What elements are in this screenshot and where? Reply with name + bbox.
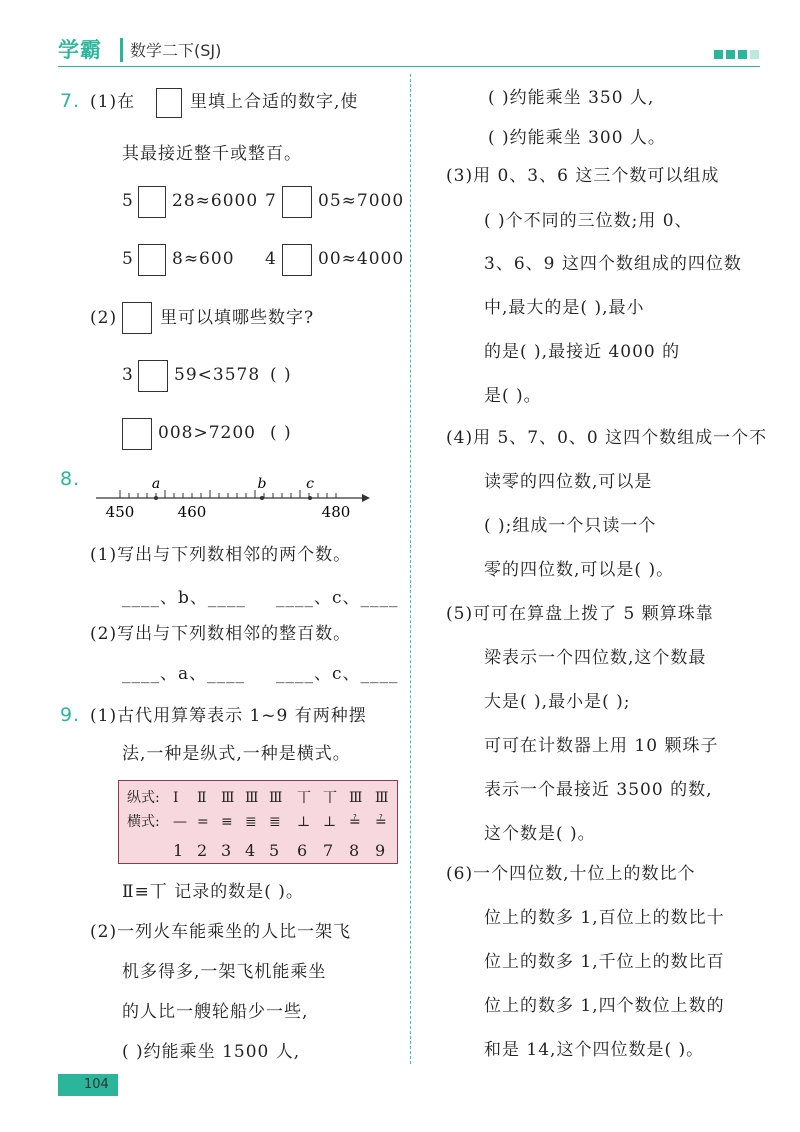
number-line-arrow xyxy=(362,494,370,502)
rod-vertical: 丅 xyxy=(323,790,337,806)
rod-digit: 1 xyxy=(173,841,184,860)
rod-horizontal: ≟ xyxy=(349,814,361,830)
counting-rods-table xyxy=(118,780,398,864)
q7-row: 59<3578 xyxy=(174,365,261,385)
q6-text: 位上的数多 1,百位上的数比十 xyxy=(484,908,725,928)
point-a-dot xyxy=(154,496,158,500)
q6-text: 位上的数多 1,四个数位上数的 xyxy=(484,996,725,1016)
q7-expr: 5 xyxy=(122,249,134,269)
rod-horizontal: ⊥ xyxy=(323,814,337,830)
q7-expr: 4 xyxy=(265,249,277,269)
q4-text: (4)用 5、7、0、0 这四个数组成一个不 xyxy=(446,428,768,448)
q5-text: 表示一个最接近 3500 的数, xyxy=(484,780,713,800)
q8-part1: (1)写出与下列数相邻的两个数。 xyxy=(90,545,352,565)
q7-expr: 7 xyxy=(265,191,277,211)
rod-vertical: Ⅱ xyxy=(197,790,207,806)
q7-part2-text: 里可以填哪些数字? xyxy=(160,308,315,328)
page-number: 104 xyxy=(84,1077,109,1092)
row-label-horizontal: 横式: xyxy=(127,814,160,830)
answer-box[interactable] xyxy=(156,88,182,118)
rod-digit: 9 xyxy=(375,841,386,860)
rod-digit: 7 xyxy=(323,841,334,860)
q5-text: 大是( ),最小是( ); xyxy=(484,692,631,712)
rod-digit: 2 xyxy=(197,841,208,860)
q3-text: 3、6、9 这四个数组成的四位数 xyxy=(484,254,742,274)
answer-box[interactable] xyxy=(282,186,312,218)
rod-horizontal: ⊥ xyxy=(297,814,311,830)
rod-vertical: 丅 xyxy=(297,790,311,806)
rod-horizontal: ≣ xyxy=(245,814,257,830)
header-square xyxy=(750,50,759,59)
q7-part1-text: 其最接近整千或整百。 xyxy=(122,144,302,164)
rod-digit: 4 xyxy=(245,841,256,860)
tick-label-450: 450 xyxy=(105,503,135,520)
q3-text: (3)用 0、3、6 这三个数可以组成 xyxy=(446,166,720,186)
answer-box[interactable] xyxy=(138,244,166,276)
answer-box[interactable] xyxy=(138,360,168,392)
q5-text: 这个数是( )。 xyxy=(484,824,596,844)
q7-part1-text: (1)在 xyxy=(90,92,136,112)
answer-box[interactable] xyxy=(138,186,166,218)
q9-part1: (1)古代用算筹表示 1~9 有两种摆 xyxy=(90,706,367,726)
rod-horizontal: ≟ xyxy=(375,814,387,830)
q7-expr: 28≈6000 xyxy=(172,191,259,211)
point-b-dot xyxy=(260,496,264,500)
header-square xyxy=(714,50,723,59)
book-title: 数学二下(SJ) xyxy=(130,41,222,60)
row-label-vertical: 纵式: xyxy=(127,790,160,806)
q9-part2: (2)一列火车能乘坐的人比一架飞 xyxy=(90,922,352,942)
q7-expr: 5 xyxy=(122,191,134,211)
q7-row: 008>7200 xyxy=(158,423,256,443)
q9-part2: 机多得多,一架飞机能乘坐 xyxy=(122,962,327,982)
q7-expr: 00≈4000 xyxy=(318,249,405,269)
rod-vertical: Ⅲ xyxy=(349,790,363,806)
r-line: ( )约能乘坐 300 人。 xyxy=(488,128,666,148)
q4-text: 读零的四位数,可以是 xyxy=(484,472,653,492)
q3-text: ( )个不同的三位数;用 0、 xyxy=(484,211,693,231)
answer-blank[interactable]: ____、b、____ xyxy=(122,588,246,608)
answer-box[interactable] xyxy=(122,302,152,334)
point-b-label: b xyxy=(257,476,267,492)
q3-text: 的是( ),最接近 4000 的 xyxy=(484,342,681,362)
header-square xyxy=(726,50,735,59)
point-a-label: a xyxy=(151,476,161,492)
q5-text: 可可在计数器上用 10 颗珠子 xyxy=(484,736,719,756)
r-line: ( )约能乘坐 350 人, xyxy=(488,88,655,108)
rod-horizontal: — xyxy=(173,814,187,830)
tick-label-460: 460 xyxy=(177,503,207,520)
logo-divider xyxy=(120,38,123,62)
question-7-number: 7. xyxy=(60,90,81,112)
rod-digit: 8 xyxy=(349,841,360,860)
q9-part1: 法,一种是纵式,一种是横式。 xyxy=(122,744,351,764)
q3-text: 是( )。 xyxy=(484,386,542,406)
number-line xyxy=(94,460,374,520)
column-divider xyxy=(410,74,411,1064)
rod-digit: 6 xyxy=(297,841,308,860)
rod-horizontal: ≣ xyxy=(269,814,281,830)
q4-text: ( );组成一个只读一个 xyxy=(484,516,657,536)
rod-vertical: Ⅲ xyxy=(269,790,283,806)
question-9-number: 9. xyxy=(60,704,81,726)
answer-blank[interactable]: ( ) xyxy=(270,365,292,385)
rod-vertical: Ⅲ xyxy=(245,790,259,806)
rod-horizontal: ≡ xyxy=(221,814,233,830)
answer-blank[interactable]: ( ) xyxy=(270,423,292,443)
rod-digit: 3 xyxy=(221,841,232,860)
q5-text: 梁表示一个四位数,这个数最 xyxy=(484,648,707,668)
q9-record: Ⅱ≡丅 记录的数是( )。 xyxy=(122,882,304,902)
q5-text: (5)可可在算盘上拨了 5 颗算珠靠 xyxy=(446,604,714,624)
q7-expr: 05≈7000 xyxy=(318,191,405,211)
q8-part2: (2)写出与下列数相邻的整百数。 xyxy=(90,624,352,644)
q6-text: (6)一个四位数,十位上的数比个 xyxy=(446,864,696,884)
tick-label-480: 480 xyxy=(321,503,351,520)
rod-horizontal: = xyxy=(197,814,209,830)
q7-row: 3 xyxy=(122,365,134,385)
answer-blank[interactable]: ____、c、____ xyxy=(276,664,399,684)
q7-part1-text: 里填上合适的数字,使 xyxy=(190,92,359,112)
q6-text: 和是 14,这个四位数是( )。 xyxy=(484,1040,705,1060)
rod-vertical: Ⅲ xyxy=(375,790,389,806)
q4-text: 零的四位数,可以是( )。 xyxy=(484,560,675,580)
q6-text: 位上的数多 1,千位上的数比百 xyxy=(484,952,725,972)
q7-part2-label: (2) xyxy=(90,308,118,328)
rod-vertical: Ⅰ xyxy=(173,790,179,806)
question-8-number: 8. xyxy=(60,468,81,490)
answer-blank[interactable]: ____、a、____ xyxy=(122,664,246,684)
point-c-dot xyxy=(308,496,312,500)
q7-expr: 8≈600 xyxy=(172,249,235,269)
answer-box[interactable] xyxy=(282,244,312,276)
brand-logo: 学霸 xyxy=(58,38,102,62)
header-rule xyxy=(58,66,760,67)
q3-text: 中,最大的是( ),最小 xyxy=(484,298,645,318)
rod-digit: 5 xyxy=(269,841,280,860)
answer-blank[interactable]: ____、c、____ xyxy=(276,588,399,608)
point-c-label: c xyxy=(306,476,314,492)
q9-part2: 的人比一艘轮船少一些, xyxy=(122,1002,309,1022)
answer-box[interactable] xyxy=(122,418,152,450)
q9-part2: ( )约能乘坐 1500 人, xyxy=(122,1042,301,1062)
rod-vertical: Ⅲ xyxy=(221,790,235,806)
header-square xyxy=(738,50,747,59)
